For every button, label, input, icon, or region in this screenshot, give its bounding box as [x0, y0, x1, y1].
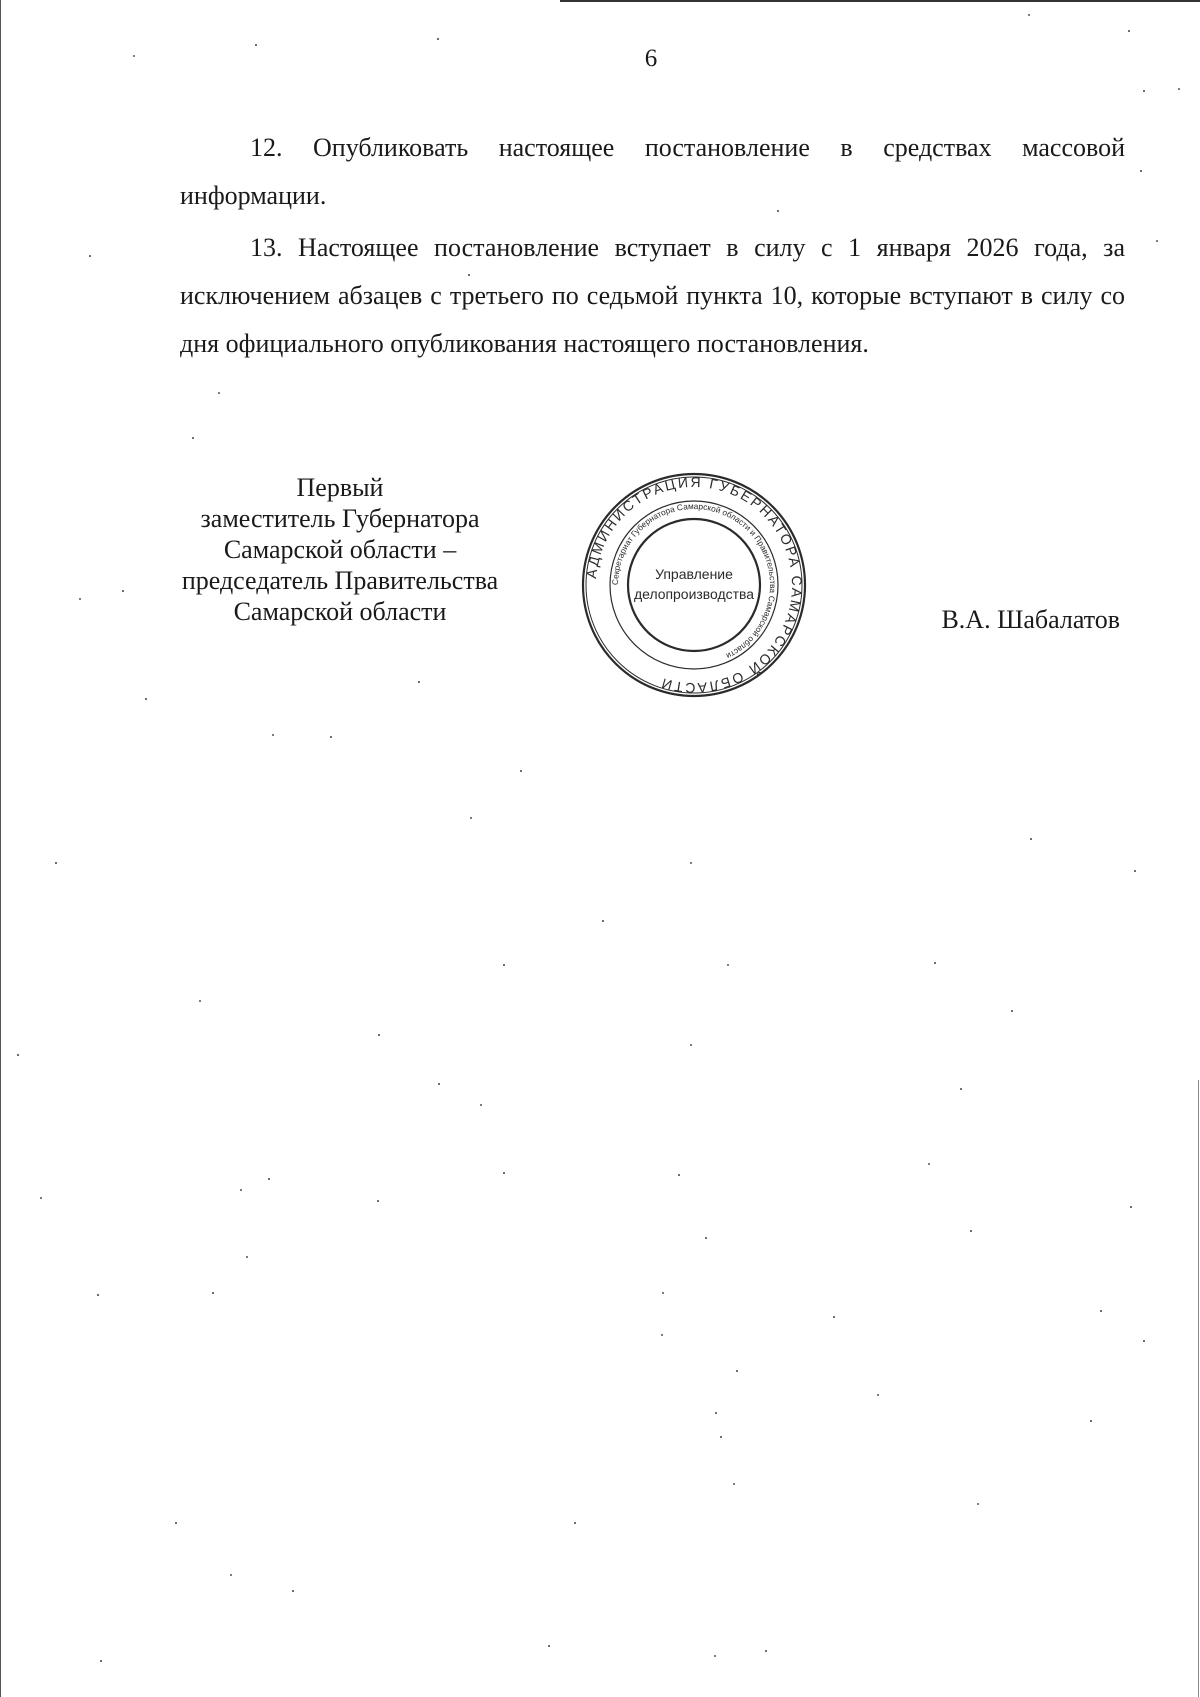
scan-speck: [378, 1034, 380, 1036]
paragraph-13: 13. Настоящее постановление вступает в силу с 1 января 2026 года, за исключением абзацев с третьего по седьмой пункта 10, которые вступают в силу со дня официального опубликования настоящего постановления.: [180, 233, 1125, 358]
scan-speck: [437, 38, 439, 40]
scan-speck: [690, 862, 692, 864]
scan-speck: [733, 1483, 735, 1485]
paragraph-12: 12. Опубликовать настоящее постановление в средствах массовой информации.: [180, 133, 1125, 210]
scan-speck: [960, 1088, 962, 1090]
scan-speck: [503, 964, 505, 966]
scan-speck: [705, 1237, 707, 1239]
scan-speck: [1178, 88, 1180, 90]
scan-speck: [678, 1174, 680, 1176]
signer-title-line: председатель Правительства: [181, 566, 499, 595]
signer-title-line: Самарской области –: [223, 535, 457, 564]
scan-speck: [1143, 1340, 1145, 1342]
scan-edge-top: [560, 0, 1200, 2]
scan-speck: [122, 590, 124, 592]
scan-speck: [418, 681, 420, 683]
stamp-inner-ring-text: Секретариат Губернатора Самарской области и Правительства Самарской области: [609, 500, 779, 662]
scan-speck: [661, 1334, 663, 1336]
scan-speck: [662, 1292, 664, 1294]
scan-speck: [777, 210, 779, 212]
scan-speck: [765, 1650, 767, 1652]
scan-speck: [199, 1000, 201, 1002]
official-stamp: [581, 472, 807, 698]
page-number: 6: [644, 45, 658, 72]
scan-speck: [503, 1172, 505, 1174]
scan-speck: [468, 274, 470, 276]
signer-name: В.А. Шабалатов: [941, 605, 1120, 634]
scan-speck: [175, 1522, 177, 1524]
scan-speck: [1011, 1010, 1013, 1012]
scan-speck: [272, 734, 274, 736]
scan-speck: [1156, 240, 1158, 242]
scan-speck: [1140, 170, 1142, 172]
scan-speck: [377, 1200, 379, 1202]
scan-speck: [230, 1574, 232, 1576]
stamp-seal-icon: [581, 472, 807, 698]
scan-speck: [89, 255, 91, 257]
scan-speck: [720, 1436, 722, 1438]
scan-speck: [79, 598, 81, 600]
scan-speck: [1090, 1420, 1092, 1422]
scan-speck: [330, 736, 332, 738]
scan-speck: [520, 770, 522, 772]
scan-speck: [736, 1370, 738, 1372]
scan-speck: [268, 1178, 270, 1180]
signer-title-line: Самарской области: [233, 597, 447, 626]
scan-speck: [1100, 1310, 1102, 1312]
signer-title: [150, 472, 530, 627]
scan-speck: [715, 1412, 717, 1414]
scan-speck: [548, 1645, 550, 1647]
scan-speck: [977, 1503, 979, 1505]
scan-speck: [574, 1522, 576, 1524]
signer-title-line: Первый: [296, 473, 384, 502]
scan-speck: [1134, 870, 1136, 872]
scan-speck: [40, 1197, 42, 1199]
scan-speck: [1128, 30, 1130, 32]
scan-speck: [246, 1256, 248, 1258]
scan-speck: [480, 1104, 482, 1106]
scan-speck: [97, 1294, 99, 1296]
scan-speck: [928, 1163, 930, 1165]
scan-speck: [100, 1660, 102, 1662]
scan-speck: [55, 862, 57, 864]
scan-speck: [240, 1189, 242, 1191]
scan-speck: [145, 698, 147, 700]
scan-edge-left: [0, 0, 1, 1697]
scan-speck: [218, 392, 220, 394]
scan-speck: [690, 1044, 692, 1046]
scan-speck: [602, 920, 604, 922]
scan-speck: [292, 1590, 294, 1592]
scan-speck: [438, 1083, 440, 1085]
scan-speck: [1028, 14, 1030, 16]
scan-speck: [970, 1230, 972, 1232]
scan-speck: [470, 817, 472, 819]
scan-speck: [255, 44, 257, 46]
scan-speck: [877, 1394, 879, 1396]
stamp-outer-text: АДМИНИСТРАЦИЯ ГУБЕРНАТОРА САМАРСКОЙ ОБЛАСТИ: [583, 473, 806, 697]
scan-speck: [17, 1054, 19, 1056]
stamp-center-line-1: Управление: [655, 566, 733, 582]
scan-speck: [212, 1292, 214, 1294]
scan-speck: [727, 964, 729, 966]
scan-edge-right: [1198, 1080, 1199, 1697]
scan-speck: [1030, 838, 1032, 840]
scan-speck: [1130, 1206, 1132, 1208]
scan-speck: [833, 1316, 835, 1318]
signer-title-line: заместитель Губернатора: [200, 504, 480, 533]
stamp-center-line-2: делопроизводства: [634, 587, 755, 602]
scan-speck: [934, 962, 936, 964]
scan-speck: [714, 1655, 716, 1657]
scan-speck: [1143, 90, 1145, 92]
scan-speck: [192, 437, 194, 439]
